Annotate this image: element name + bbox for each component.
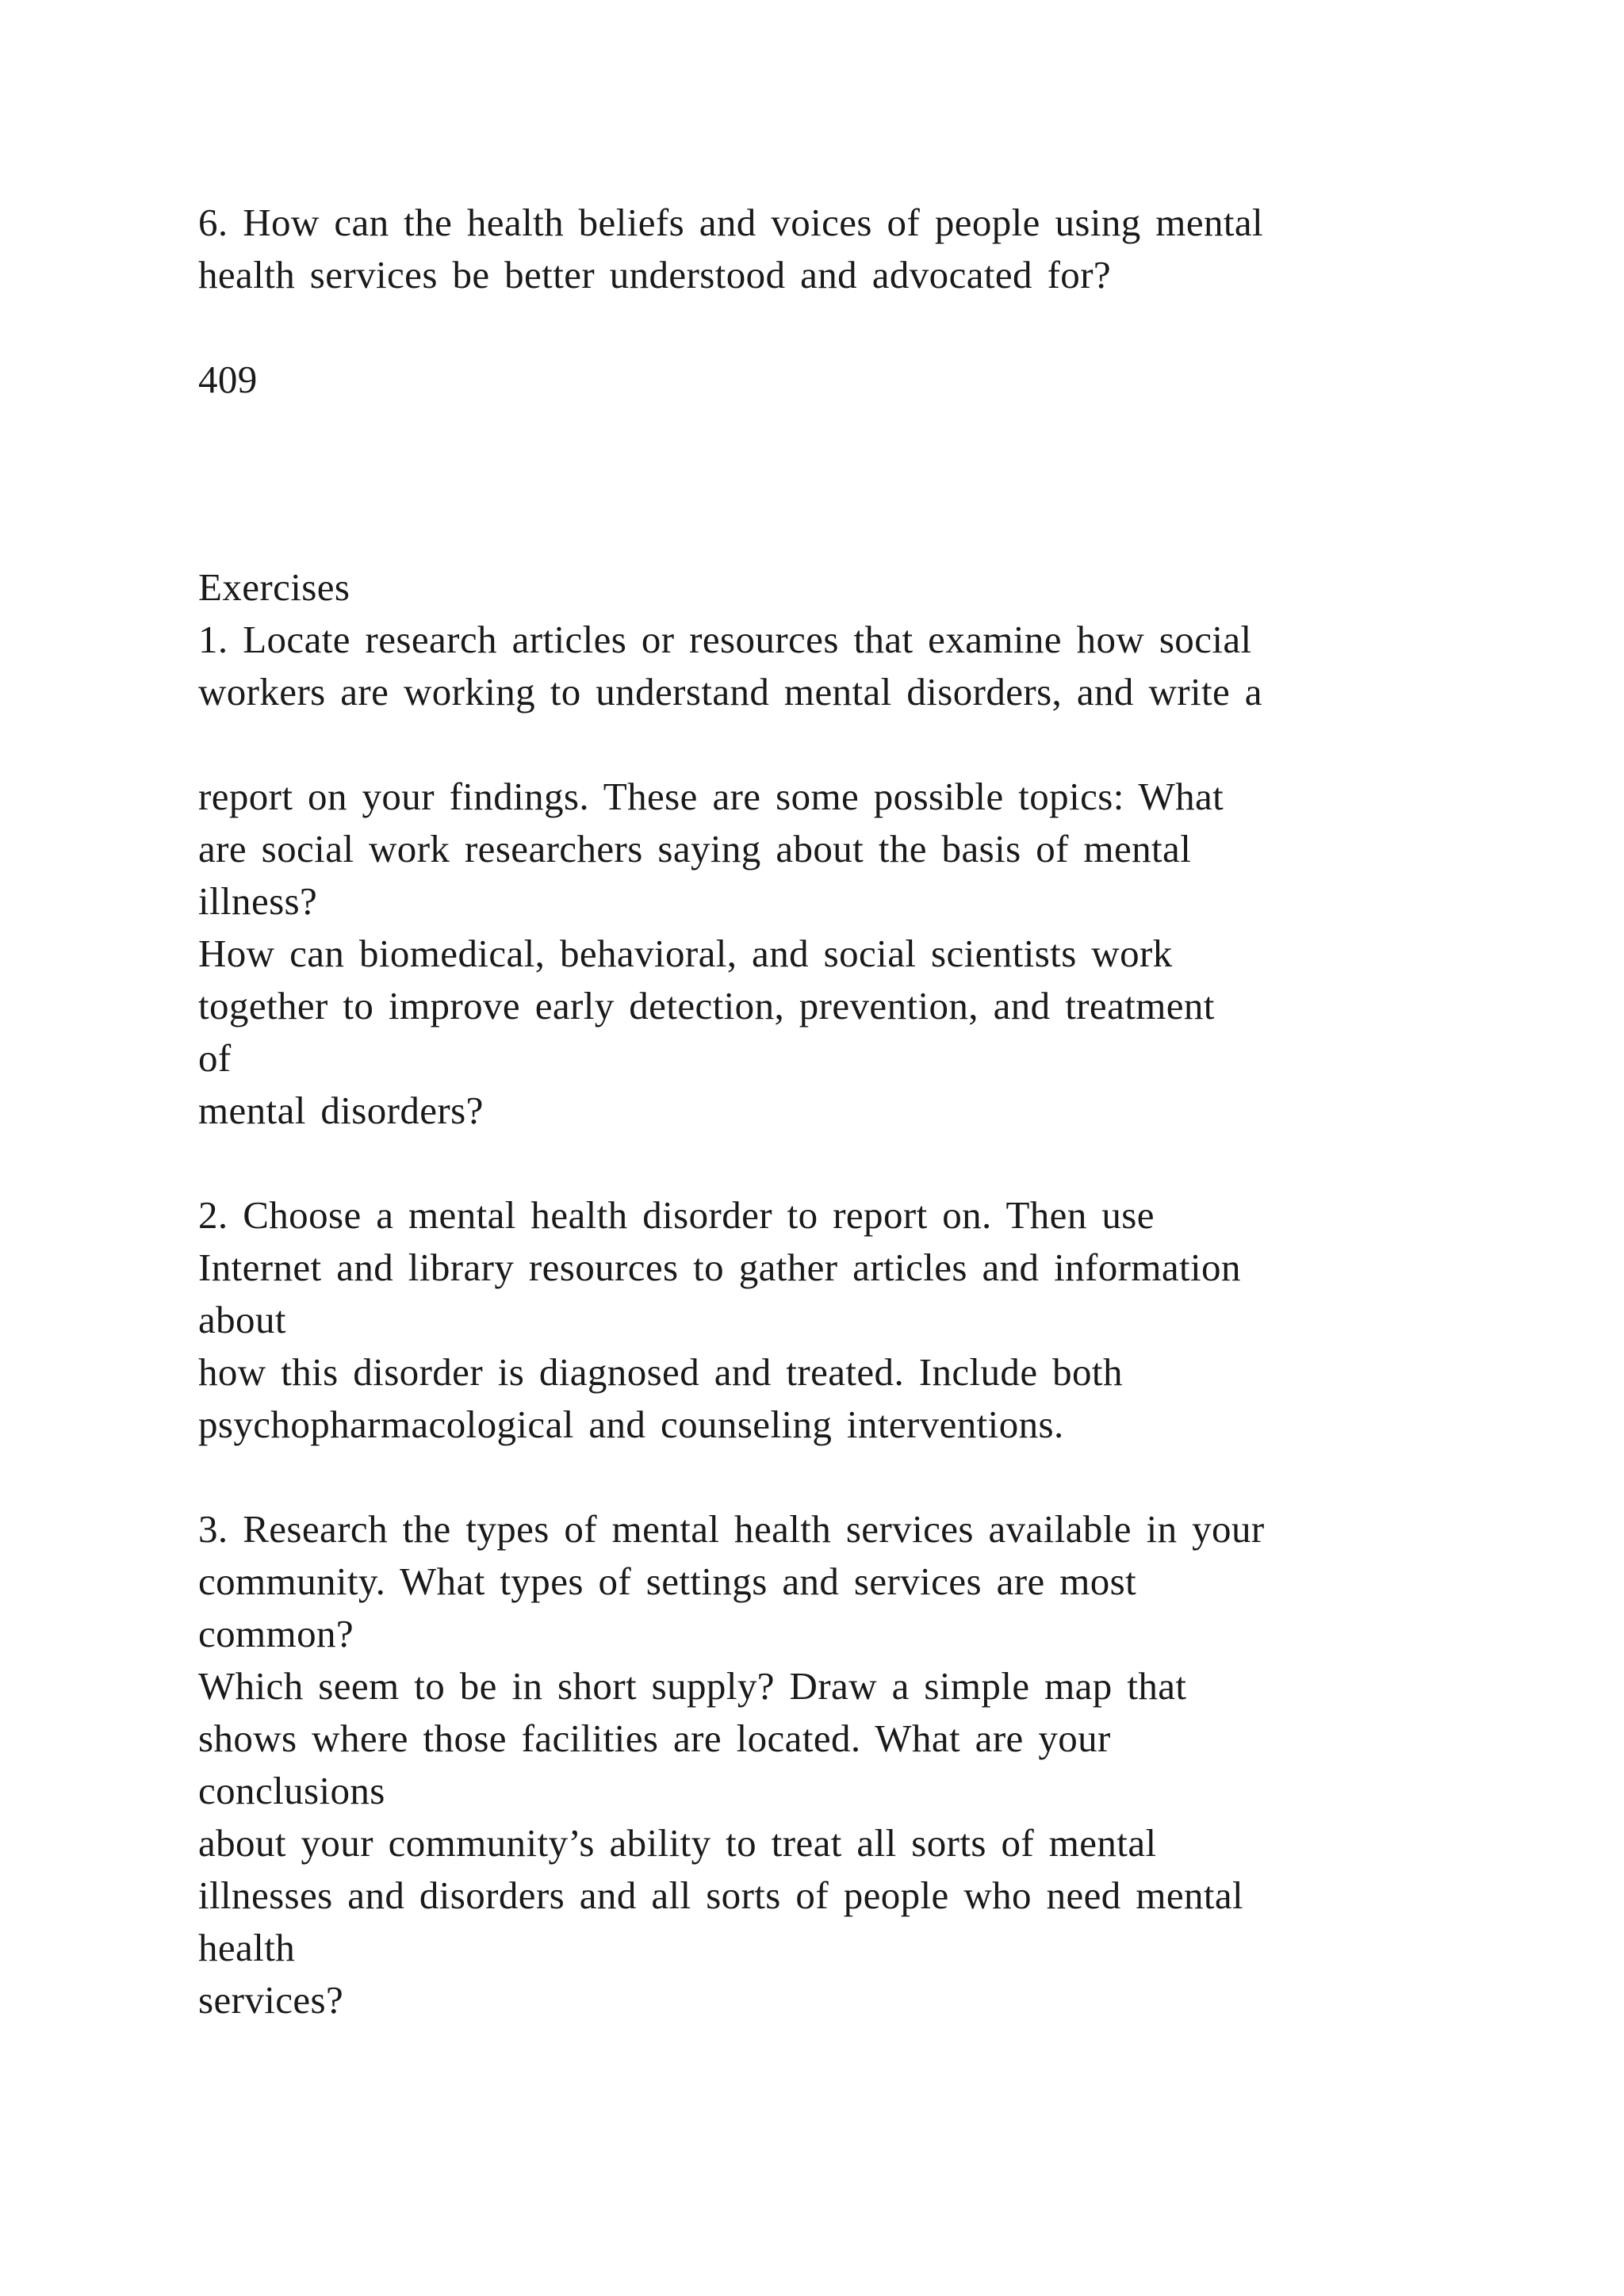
exercise-3-line-4: Which seem to be in short supply? Draw a simple map that [198,1664,1187,1708]
exercise-2-line-2: Internet and library resources to gather articles and information [198,1246,1241,1289]
exercises-heading: Exercises [198,565,350,609]
exercise-3-line-8: illnesses and disorders and all sorts of people who need mental [198,1873,1244,1917]
page-number: 409 [198,358,258,401]
exercise-3-line-2: community. What types of settings and services are most [198,1559,1137,1603]
exercise-3-line-9: health [198,1926,296,1969]
question-6-line-1: 6. How can the health beliefs and voices of people using mental [198,201,1264,244]
exercise-1-line-9: mental disorders? [198,1089,484,1132]
exercise-1-line-1: 1. Locate research articles or resources that examine how social [198,618,1252,661]
exercise-1-line-7: together to improve early detection, prevention, and treatment [198,984,1215,1027]
question-6-line-2: health services be better understood and advocated for? [198,253,1112,297]
exercise-1-line-6: How can biomedical, behavioral, and social scientists work [198,932,1173,975]
exercise-1-line-4: are social work researchers saying about the basis of mental [198,827,1192,871]
exercise-1-line-2: workers are working to understand mental disorders, and write a [198,670,1262,714]
exercise-3-line-5: shows where those facilities are located. What are your [198,1716,1111,1760]
exercise-3-line-10: services? [198,1978,344,2022]
exercise-3-line-3: common? [198,1612,354,1655]
exercise-2-line-3: about [198,1298,286,1341]
exercise-3-line-7: about your community’s ability to treat all sorts of mental [198,1821,1157,1865]
exercise-3-line-6: conclusions [198,1769,385,1812]
exercise-3-line-1: 3. Research the types of mental health services available in your [198,1507,1265,1551]
exercise-1-line-5: illness? [198,879,318,923]
exercise-1-line-8: of [198,1036,232,1080]
exercise-1-line-3: report on your findings. These are some possible topics: What [198,775,1224,818]
exercise-2-line-1: 2. Choose a mental health disorder to report on. Then use [198,1193,1155,1237]
exercise-2-line-5: psychopharmacological and counseling interventions. [198,1402,1064,1446]
exercise-2-line-4: how this disorder is diagnosed and treated. Include both [198,1350,1123,1394]
